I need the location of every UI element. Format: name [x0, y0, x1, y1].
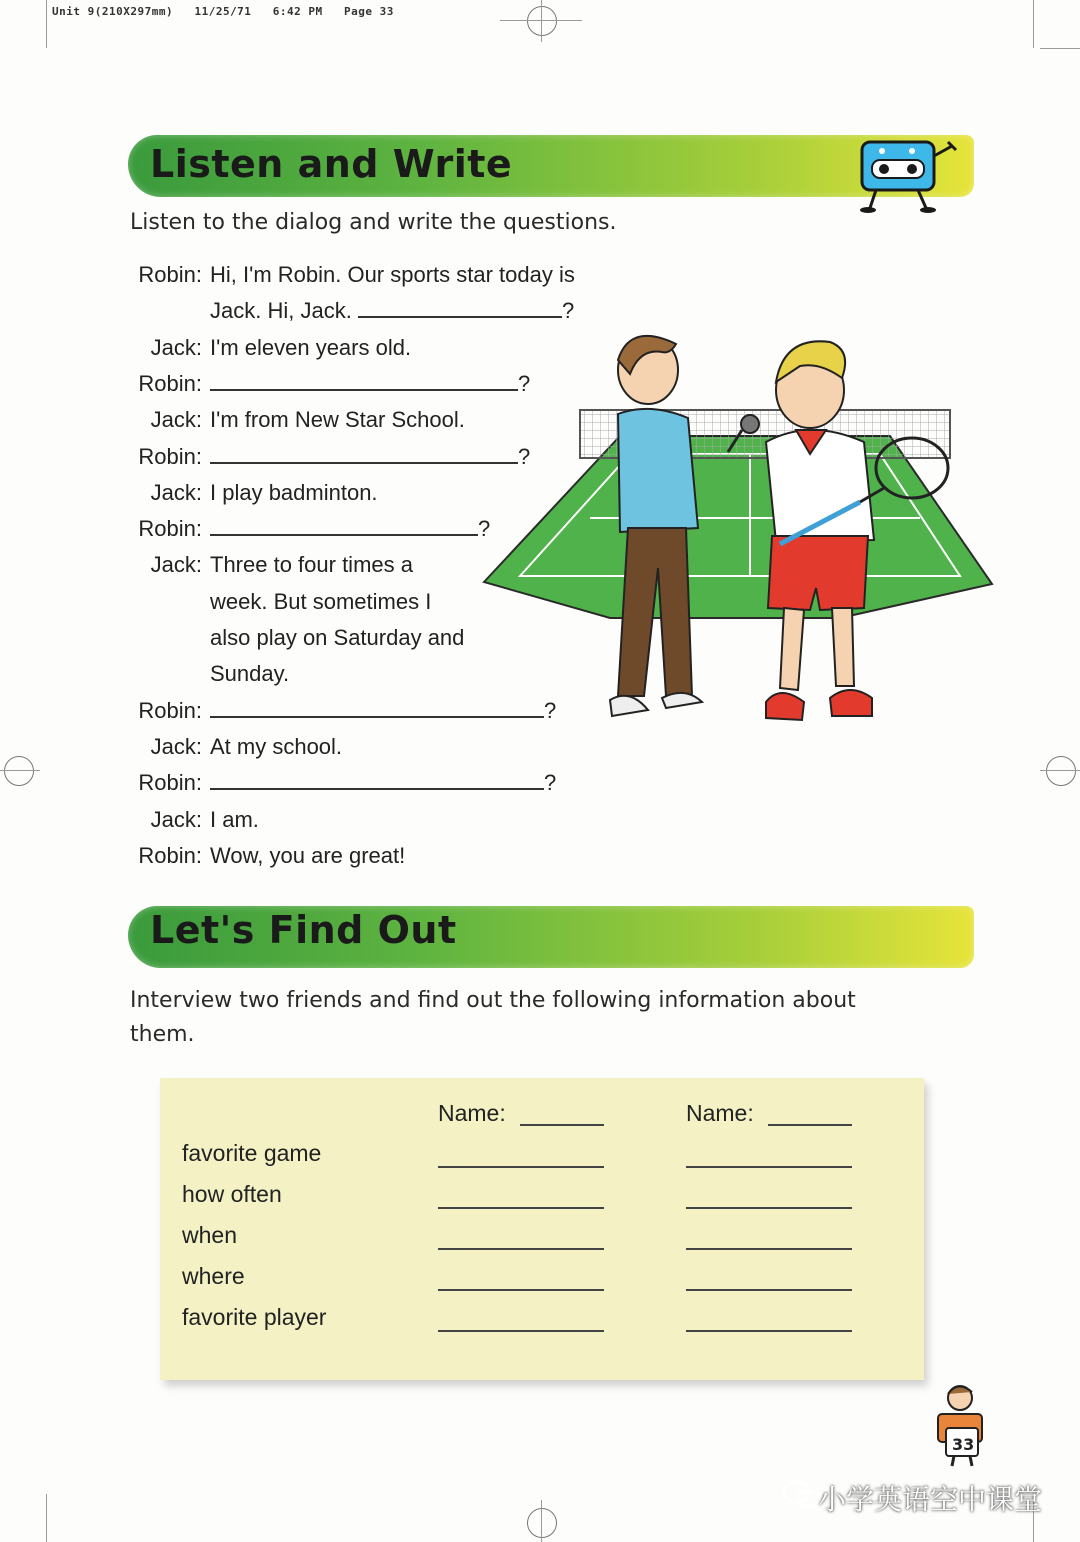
crop-mark	[1040, 48, 1080, 49]
question-mark: ?	[478, 516, 491, 542]
dialog-line	[210, 480, 378, 506]
table-answer-blank[interactable]	[438, 1166, 604, 1168]
registration-mark	[4, 756, 34, 786]
table-answer-blank[interactable]	[438, 1207, 604, 1209]
registration-mark	[527, 1508, 557, 1538]
dialog-line	[210, 770, 556, 796]
registration-mark	[527, 6, 557, 36]
dialog-speaker: Jack:	[150, 479, 202, 505]
table-answer-blank[interactable]	[686, 1248, 852, 1250]
print-header: Unit 9(210X297mm) 11/25/71 6:42 PM Page 33	[52, 5, 394, 18]
table-row-label: favorite game	[182, 1140, 322, 1166]
dialog-text: Sunday.	[210, 661, 290, 687]
registration-mark-line	[541, 0, 542, 42]
dialog-text: week. But sometimes I	[210, 588, 432, 614]
dialog-speaker: Jack:	[150, 334, 202, 360]
dialog-speaker: Jack:	[150, 806, 202, 832]
cassette-mascot-icon	[848, 132, 968, 214]
section-instruction: Interview two friends and find out the following information about	[130, 988, 856, 1013]
wechat-icon	[782, 1478, 822, 1512]
section-instruction: them.	[130, 1022, 195, 1047]
dialog-speaker: Robin:	[138, 443, 202, 469]
table-answer-blank[interactable]	[686, 1207, 852, 1209]
dialog-line	[210, 552, 413, 578]
table-answer-blank[interactable]	[438, 1248, 604, 1250]
table-answer-blank[interactable]	[686, 1289, 852, 1291]
dialog-speaker: Robin:	[138, 697, 202, 723]
dialog-speaker: Jack:	[150, 733, 202, 759]
crop-mark	[1033, 0, 1034, 48]
dialog-speaker: Robin:	[138, 262, 202, 287]
dialog-text: also play on Saturday and	[210, 625, 465, 650]
table-answer-blank[interactable]	[438, 1330, 604, 1332]
answer-blank[interactable]	[210, 371, 518, 391]
dialog-line	[210, 807, 259, 833]
name-header: Name:	[686, 1100, 754, 1126]
registration-mark	[1046, 756, 1076, 786]
dialog-line	[210, 516, 490, 542]
section-instruction: Listen to the dialog and write the questions.	[130, 210, 617, 235]
crop-mark	[46, 1494, 47, 1542]
answer-blank[interactable]	[210, 770, 544, 790]
dialog-text: Three to four times a	[210, 552, 413, 578]
dialog-speaker: Jack:	[150, 552, 202, 578]
answer-blank[interactable]	[210, 444, 518, 464]
dialog-line	[210, 843, 405, 869]
dialog-text: I am.	[210, 806, 259, 832]
dialog-line	[210, 589, 431, 615]
question-mark: ?	[544, 770, 557, 796]
name-blank[interactable]	[520, 1124, 604, 1126]
page-number: 33	[952, 1435, 975, 1454]
badminton-illustration	[480, 318, 1000, 738]
answer-blank[interactable]	[358, 298, 562, 318]
dialog-text: Jack. Hi, Jack.	[210, 298, 352, 324]
dialog-text: Wow, you are great!	[210, 842, 406, 868]
table-row-label: favorite player	[182, 1304, 327, 1330]
question-mark: ?	[561, 298, 575, 324]
question-mark: ?	[544, 697, 557, 723]
dialog-speaker: Robin:	[138, 370, 202, 396]
table-row-label: when	[182, 1222, 237, 1248]
dialog-text: I play badminton.	[210, 479, 378, 505]
dialog-line	[210, 625, 464, 651]
table-row-label: where	[182, 1263, 245, 1289]
dialog-text: At my school.	[210, 733, 343, 759]
registration-mark-line	[1040, 770, 1080, 771]
dialog-speaker: Robin:	[138, 842, 202, 868]
table-answer-blank[interactable]	[438, 1289, 604, 1291]
table-answer-blank[interactable]	[686, 1330, 852, 1332]
dialog-line	[210, 407, 465, 433]
question-mark: ?	[518, 443, 531, 469]
dialog-line	[210, 734, 342, 760]
section-title: Let's Find Out	[150, 908, 457, 952]
page-number-mascot-icon	[924, 1382, 994, 1468]
interview-table	[160, 1078, 924, 1380]
dialog-line	[210, 262, 575, 288]
name-header: Name:	[438, 1100, 506, 1126]
dialog-line	[210, 661, 289, 687]
name-blank[interactable]	[768, 1124, 852, 1126]
registration-mark-line	[541, 1500, 542, 1542]
watermark-text: 小学英语空中课堂	[817, 1483, 1042, 1516]
table-answer-blank[interactable]	[686, 1166, 852, 1168]
dialog-text: I'm eleven years old.	[210, 334, 412, 360]
table-row-label: how often	[182, 1181, 282, 1207]
dialog-text: I'm from New Star School.	[210, 407, 465, 433]
crop-mark	[46, 0, 47, 48]
dialog-speaker: Robin:	[138, 516, 202, 542]
dialog-speaker: Jack:	[150, 407, 202, 433]
registration-mark-line	[0, 770, 40, 771]
section-title: Listen and Write	[150, 142, 513, 186]
answer-blank[interactable]	[210, 516, 478, 536]
question-mark: ?	[518, 370, 531, 396]
dialog-speaker: Robin:	[138, 770, 202, 796]
dialog-text: Hi, I'm Robin. Our sports star today is	[210, 262, 575, 287]
dialog-line	[210, 335, 411, 361]
